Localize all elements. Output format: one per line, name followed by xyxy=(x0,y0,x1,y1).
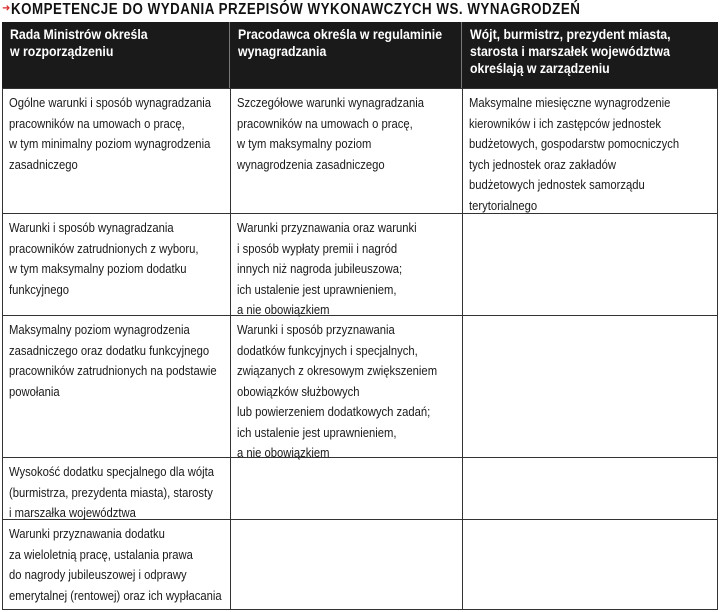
table-cell: Ogólne warunki i sposób wynagradzania pracowników na umowach o pracę, w tym minimalny poziom wynagrodzenia zasadniczego xyxy=(9,96,212,172)
table-cell: Wysokość dodatku specjalnego dla wójta (burmistrza, prezydenta miasta), starosty i marszałka województwa xyxy=(9,465,215,520)
table-cell: Warunki i sposób wynagradzania pracowników zatrudnionych z wyboru, w tym maksymalny poziom dodatku funkcyjnego xyxy=(9,221,199,297)
table-title-bar xyxy=(0,0,720,22)
arrow-icon: ➜ xyxy=(2,3,11,14)
competence-table xyxy=(2,88,718,610)
table-cell: Warunki przyznawania oraz warunki i sposób wypłaty premii i nagród innych niż nagroda jubileuszowa; ich ustalenie jest uprawnieniem, a nie obowiązkiem xyxy=(237,221,417,317)
table-border-bottom xyxy=(2,609,718,610)
header-cell-council: Rada Ministrów określa w rozporządzeniu xyxy=(2,22,230,88)
table-cell: Warunki przyznawania dodatku za wieloletnią pracę, ustalania prawa do nagrody jubileuszowej i odprawy emerytalnej (rentowej) oraz ich wypłacania xyxy=(9,527,222,603)
header-cell-local-authority: Wójt, burmistrz, prezydent miasta, starosta i marszałek województwa określają w zarządzeniu xyxy=(470,26,671,76)
header-cell-employer: Pracodawca określa w regulaminie wynagradzania xyxy=(230,22,462,88)
table-cell: Szczegółowe warunki wynagradzania pracowników na umowach o pracę, w tym maksymalny poziom wynagrodzenia zasadniczego xyxy=(237,96,424,172)
table-title: KOMPETENCJE DO WYDANIA PRZEPISÓW WYKONAWCZYCH WS. WYNAGRODZEŃ xyxy=(11,1,581,18)
table-cell: Warunki i sposób przyznawania dodatków funkcyjnych i specjalnych, związanych z okresowym zwiększeniem obowiązków służbowych lub powierzeniem dodatkowych zadań; ich ustalenie jest uprawnieniem, a nie obowiązkiem xyxy=(237,323,438,460)
table-cell: Maksymalny poziom wynagrodzenia zasadniczego oraz dodatku funkcyjnego pracowników zatrudnionych na podstawie powołania xyxy=(9,323,217,399)
table-header-row xyxy=(2,22,718,88)
table-cell: Maksymalne miesięczne wynagrodzenie kierowników i ich zastępców jednostek budżetowych, gospodarstw pomocniczych tych jednostek oraz zakładów budżetowych jednostek samorządu terytorialnego xyxy=(469,96,680,213)
